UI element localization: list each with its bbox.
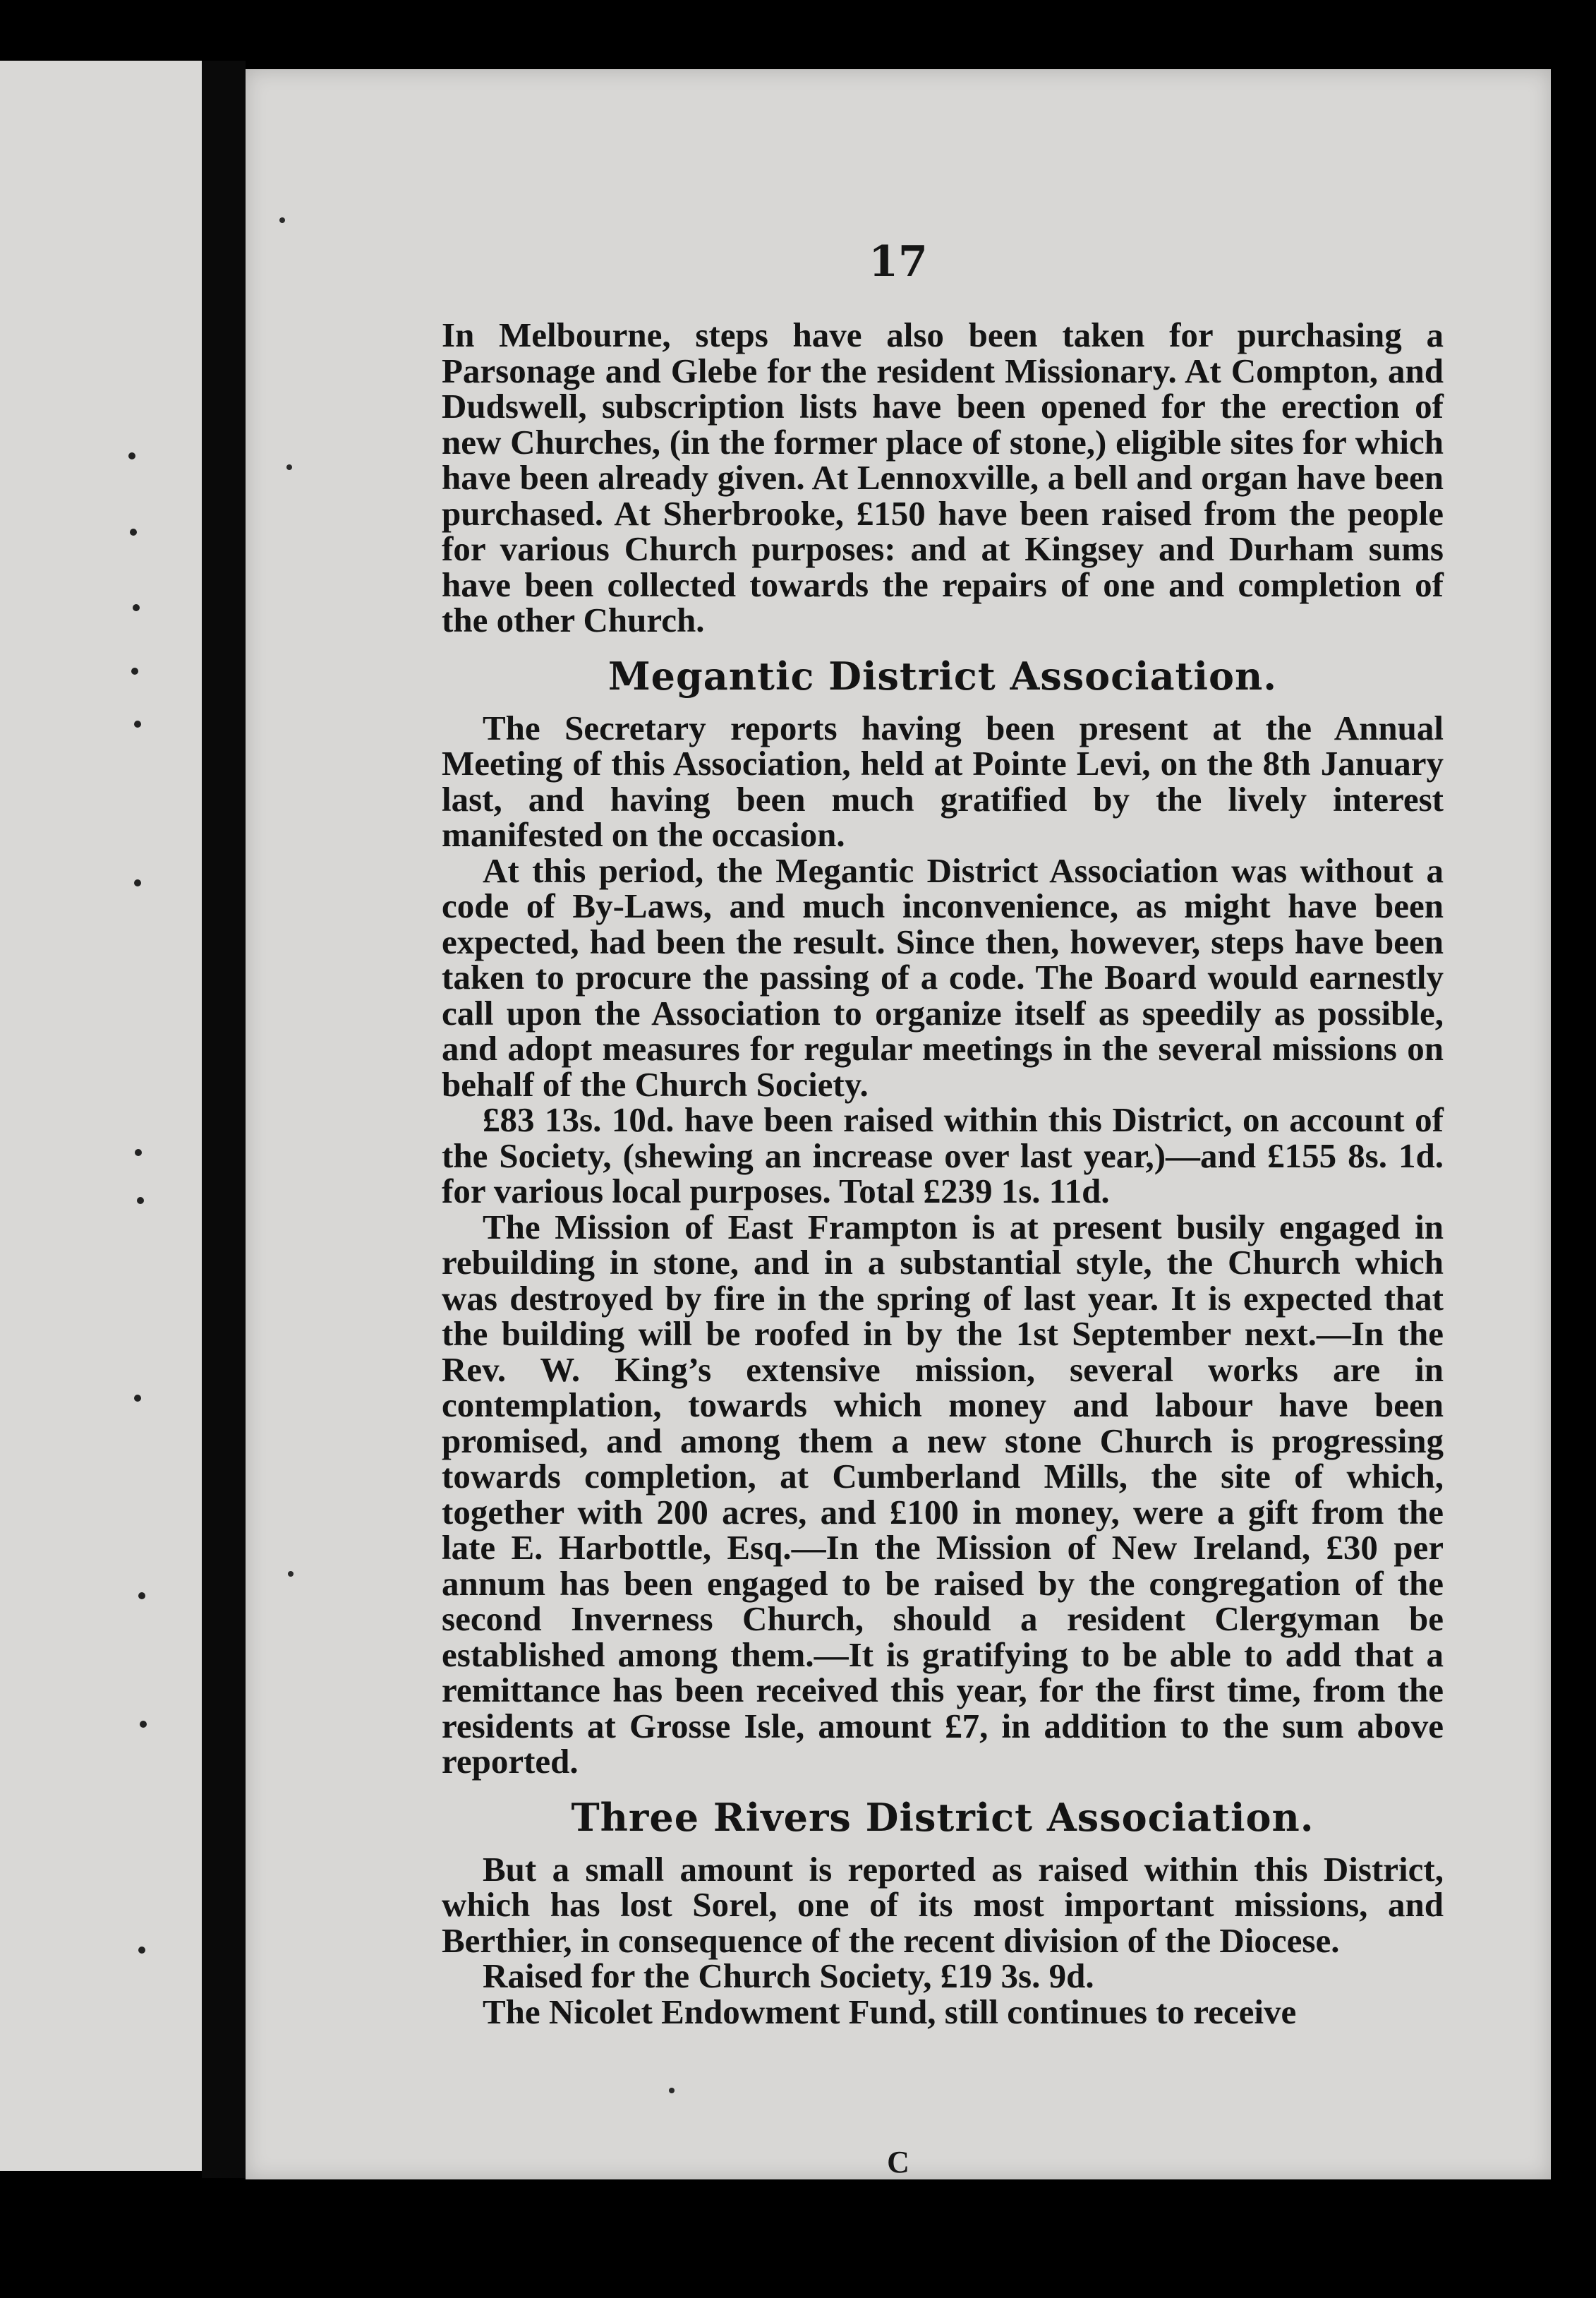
paragraph-megantic-4: The Mission of East Frampton is at present busily engaged in rebuilding in stone, and in a substantial style, the Church which was destroyed by fire in the spring of last year. It is expected that the building will be roofed in by the 1st September next.—In the Rev. W. King’s extensive mission, several works are in contemplation, towards which money and labour have been promised, and among them a new stone Church is progressing towards completion, at Cumberland Mills, the site of which, together with 200 acres, and £100 in money, were a gift from the late E. Harbottle, Esq.—In the Mission of New Ireland, £30 per annum has been engaged to be raised by the congregation of the second Inverness Church, should a resident Clergyman be established among them.—It is gratifying to be able to add that a remittance has been received this year, for the first time, from the residents at Grosse Isle, amount £7, in addition to the sum above reported. xyxy=(442,1207,1444,1781)
paragraph-three-rivers-3: The Nicolet Endowment Fund, still continues to receive xyxy=(483,1992,1297,2031)
ink-speck xyxy=(131,668,138,675)
binding-gutter xyxy=(202,61,246,2178)
page-body xyxy=(442,315,1444,2031)
page-number: 17 xyxy=(869,237,928,287)
ink-speck xyxy=(140,1721,147,1728)
heading-three-rivers: Three Rivers District Association. xyxy=(571,1794,1314,1840)
ink-speck xyxy=(130,529,137,536)
paragraph-megantic-2: At this period, the Megantic District Association was without a code of By-Laws, and much inconvenience, as might have been expected, had been the result. Since then, however, steps have been taken to procure the passing of a code. The Board would earnestly call upon the Association to organize itself as speedily as possible, and adopt measures for regular meetings in the several missions on behalf of the Church Society. xyxy=(442,850,1444,1104)
paragraph-three-rivers-2: Raised for the Church Society, £19 3s. 9d. xyxy=(483,1956,1094,1995)
ink-speck xyxy=(135,1149,142,1156)
ink-speck xyxy=(133,604,140,611)
ink-speck xyxy=(137,1197,144,1204)
paragraph-three-rivers-1: But a small amount is reported as raised within this District, which has lost Sorel, one of its most important missions, and Berthier, in consequence of the recent division of the Diocese. xyxy=(442,1849,1444,1960)
ink-speck xyxy=(134,721,141,728)
ink-speck xyxy=(134,879,141,886)
book-page xyxy=(246,69,1551,2179)
ink-speck xyxy=(286,464,292,470)
ink-speck xyxy=(138,1592,145,1599)
ink-speck xyxy=(138,1947,145,1954)
ink-speck xyxy=(288,1571,294,1577)
heading-megantic: Megantic District Association. xyxy=(607,653,1278,699)
paragraph-megantic-3: £83 13s. 10d. have been raised within this District, on account of the Society, (shewing an increase over last year,)—and £155 8s. 1d. for various local purposes. Total £239 1s. 11d. xyxy=(442,1100,1444,1210)
ink-speck xyxy=(128,452,135,459)
paragraph-melbourne: In Melbourne, steps have also been taken for purchasing a Parsonage and Glebe for the resident Missionary. At Compton, and Dudswell, subscription lists have been opened for the erection of new Churches, (in the former place of stone,) eligible sites for which have been already given. At Lennoxville, a bell and organ have been purchased. At Sherbrooke, £150 have been raised from the people for various Church purposes: and at Kingsey and Durham sums have been collected towards the repairs of one and completion of the other Church. xyxy=(442,315,1444,639)
facing-page-edge xyxy=(0,61,203,2171)
ink-speck xyxy=(279,217,285,223)
paragraph-megantic-1: The Secretary reports having been present at the Annual Meeting of this Association, held at Pointe Levi, on the 8th January last, and having been much gratified by the lively interest manifested on the occasion. xyxy=(442,708,1444,854)
ink-speck xyxy=(134,1395,141,1402)
signature-mark: C xyxy=(887,2145,909,2179)
ink-speck xyxy=(669,2088,675,2093)
